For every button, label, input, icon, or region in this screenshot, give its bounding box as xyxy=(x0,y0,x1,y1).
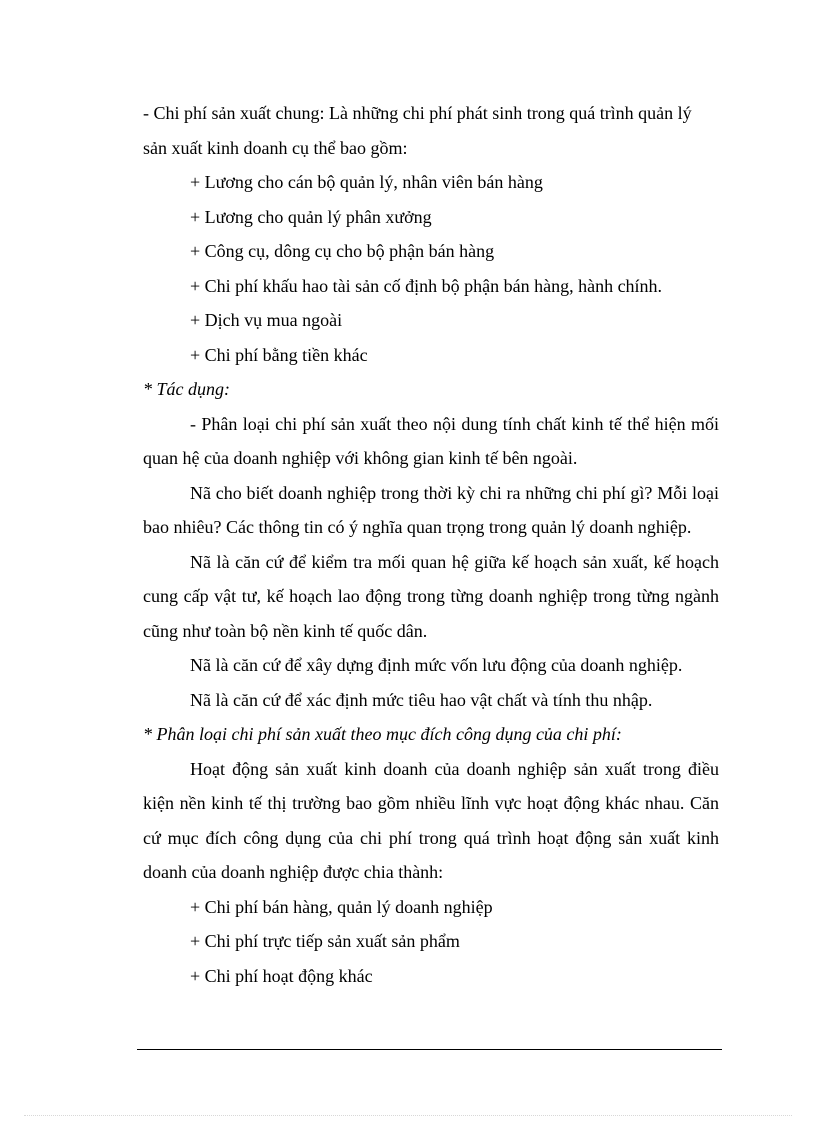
intro-paragraph xyxy=(143,96,719,165)
list-item: + Dịch vụ mua ngoài xyxy=(190,310,343,330)
list-item: + Chi phí trực tiếp sản xuất sản phẩm xyxy=(190,931,460,951)
page-edge-divider xyxy=(24,1115,792,1116)
list-item: + Chi phí khấu hao tài sản cố định bộ phận bán hàng, hành chính. xyxy=(190,275,663,296)
section-heading-phan-loai: * Phân loại chi phí sản xuất theo mục đích công dụng của chi phí: xyxy=(143,724,622,744)
intro-line-1: - Chi phí sản xuất chung: Là những chi phí phát sinh trong quá trình quản lý xyxy=(143,103,692,123)
document-body xyxy=(143,96,719,993)
list-item: + Chi phí bằng tiền khác xyxy=(190,344,368,365)
list-item: + Chi phí hoạt động khác xyxy=(190,965,373,986)
footer-divider xyxy=(137,1049,722,1050)
list-item: + Chi phí bán hàng, quản lý doanh nghiệp xyxy=(190,896,493,917)
body-paragraph: Nã là căn cứ để xác định mức tiêu hao vật chất và tính thu nhập. xyxy=(190,689,653,710)
intro-line-2: sản xuất kinh doanh cụ thể bao gồm: xyxy=(143,137,408,158)
body-paragraph: Hoạt động sản xuất kinh doanh của doanh nghiệp sản xuất trong điều kiện nền kinh tế thị trường bao gồm nhiều lĩnh vực hoạt động khác nhau. Căn cứ mục đích công dụng của chi phí trong quá trình hoạt động sản xuất kinh doanh của doanh nghiệp được chia thành: xyxy=(143,758,719,882)
list-item: + Lương cho cán bộ quản lý, nhân viên bán hàng xyxy=(190,172,543,192)
body-paragraph: Nã là căn cứ để xây dựng định mức vốn lưu động của doanh nghiệp. xyxy=(190,655,683,675)
list-item: + Lương cho quản lý phân xưởng xyxy=(190,206,432,227)
body-paragraph: - Phân loại chi phí sản xuất theo nội dung tính chất kinh tế thể hiện mối quan hệ của doanh nghiệp với không gian kinh tế bên ngoài. xyxy=(143,413,719,468)
list-item: + Công cụ, dông cụ cho bộ phận bán hàng xyxy=(190,241,495,261)
body-paragraph: Nã là căn cứ để kiểm tra mối quan hệ giữa kế hoạch sản xuất, kế hoạch cung cấp vật tư, kế hoạch lao động trong từng doanh nghiệp trong từng ngành cũng như toàn bộ nền kinh tế quốc dân. xyxy=(143,551,719,641)
body-paragraph: Nã cho biết doanh nghiệp trong thời kỳ chi ra những chi phí gì? Mỗi loại bao nhiêu? Các thông tin có ý nghĩa quan trọng trong quản lý doanh nghiệp. xyxy=(143,482,719,537)
section-heading-tac-dung: * Tác dụng: xyxy=(143,379,230,399)
